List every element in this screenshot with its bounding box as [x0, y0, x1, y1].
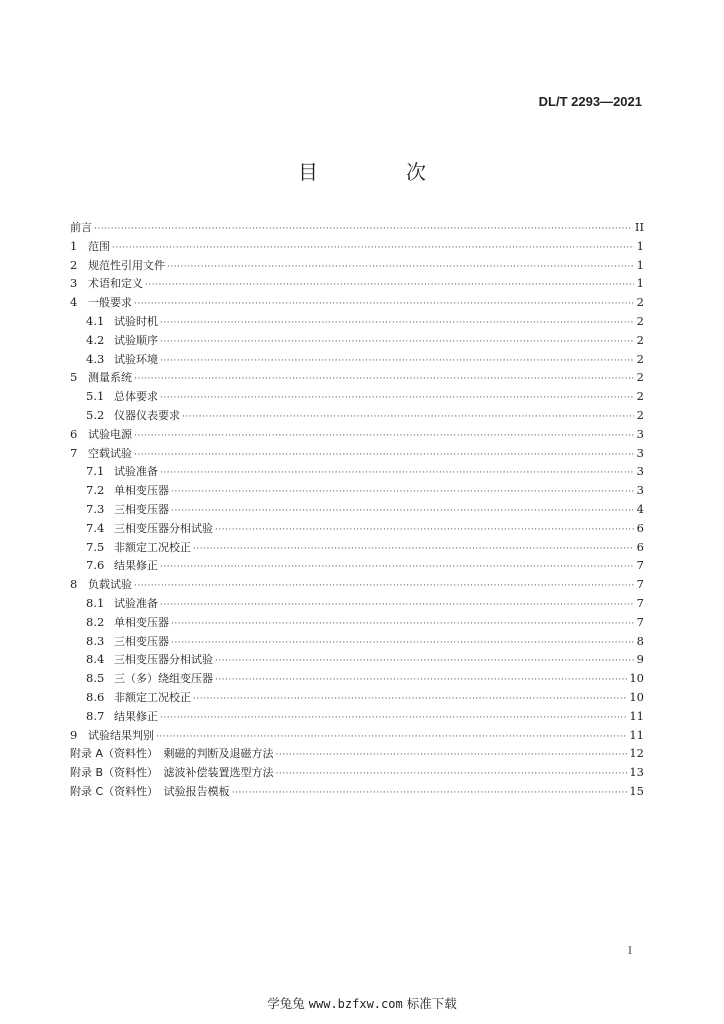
toc-entry-title: 三相变压器 — [114, 502, 169, 516]
toc-dot-leader — [145, 274, 634, 295]
toc-entry-page: 10 — [629, 689, 644, 704]
toc-entry-number: 5.1 — [86, 389, 105, 404]
toc-entry-page: 2 — [636, 332, 644, 347]
toc-entry[interactable] — [70, 331, 644, 350]
toc-entry-page: 3 — [636, 483, 644, 498]
toc-entry-number: 7.5 — [86, 539, 105, 554]
toc-entry-number: 8.6 — [86, 689, 105, 704]
toc-entry-page: 3 — [636, 464, 644, 479]
toc-entry-number: 8 — [70, 577, 78, 592]
toc-dot-leader — [134, 425, 634, 446]
toc-entry-page: 13 — [629, 765, 644, 780]
page-title: 目 次 — [298, 160, 460, 184]
toc-entry[interactable] — [70, 350, 644, 369]
toc-dot-leader — [160, 594, 634, 615]
toc-entry-number: 7.3 — [86, 501, 105, 516]
toc-entry[interactable] — [70, 632, 644, 651]
toc-entry[interactable] — [70, 218, 644, 237]
toc-entry[interactable] — [70, 462, 644, 481]
toc-entry-number: 1 — [70, 238, 78, 253]
toc-dot-leader — [171, 632, 634, 653]
toc-entry-page: 7 — [636, 614, 644, 629]
toc-entry-title: 单相变压器 — [114, 484, 169, 498]
toc-dot-leader — [160, 387, 634, 408]
toc-entry-number: 8.2 — [86, 614, 105, 629]
toc-entry-number: 4.3 — [86, 351, 105, 366]
toc-entry[interactable] — [70, 707, 644, 726]
toc-dot-leader — [160, 331, 634, 352]
toc-dot-leader — [193, 688, 627, 709]
toc-entry-page: 2 — [636, 295, 644, 310]
toc-entry-page: 2 — [636, 370, 644, 385]
toc-entry[interactable] — [70, 368, 644, 387]
toc-entry-number: 4 — [70, 295, 78, 310]
toc-entry-number: 4.2 — [86, 332, 105, 347]
toc-entry-page: II — [634, 220, 644, 234]
toc-entry-number: 5.2 — [86, 407, 105, 422]
toc-entry-title: 试验顺序 — [114, 333, 158, 347]
toc-dot-leader — [215, 669, 627, 690]
toc-entry[interactable] — [70, 538, 644, 557]
toc-entry[interactable] — [70, 575, 644, 594]
toc-entry[interactable] — [70, 425, 644, 444]
toc-entry-number: 9 — [70, 727, 78, 742]
toc-dot-leader — [160, 350, 634, 371]
toc-entry-title: 规范性引用文件 — [88, 258, 165, 272]
toc-entry[interactable] — [70, 444, 644, 463]
toc-entry-title: 非额定工况校正 — [114, 690, 191, 704]
toc-entry[interactable] — [70, 556, 644, 575]
toc-entry-title: 附录 C（资料性） 试验报告模板 — [70, 784, 230, 798]
toc-dot-leader — [112, 237, 634, 258]
toc-dot-leader — [160, 707, 627, 728]
toc-dot-leader — [160, 556, 634, 577]
toc-entry-title: 术语和定义 — [88, 277, 143, 291]
toc-entry[interactable] — [70, 237, 644, 256]
toc-entry-title: 试验准备 — [114, 596, 158, 610]
toc-entry[interactable] — [70, 650, 644, 669]
toc-entry-number: 8.1 — [86, 595, 105, 610]
table-of-contents — [70, 218, 644, 801]
toc-entry[interactable] — [70, 500, 644, 519]
toc-entry-title: 前言 — [70, 221, 92, 234]
toc-entry[interactable] — [70, 406, 644, 425]
toc-entry-title: 试验准备 — [114, 465, 158, 479]
toc-entry-number: 3 — [70, 276, 78, 291]
toc-dot-leader — [160, 312, 634, 333]
toc-entry-page: 9 — [636, 652, 644, 667]
toc-entry-number: 7 — [70, 445, 78, 460]
toc-entry-number: 8.4 — [86, 652, 105, 667]
toc-entry-title: 附录 B（资料性） 滤波补偿装置选型方法 — [70, 766, 274, 780]
toc-entry-title: 结果修正 — [114, 559, 158, 573]
toc-entry-page: 6 — [636, 539, 644, 554]
toc-entry-page: 8 — [636, 633, 644, 648]
toc-entry-page: 10 — [629, 671, 644, 686]
toc-entry[interactable] — [70, 293, 644, 312]
toc-entry-title: 试验电源 — [88, 427, 132, 441]
toc-entry-number: 8.3 — [86, 633, 105, 648]
toc-entry-page: 1 — [636, 257, 644, 272]
toc-entry-title: 仪器仪表要求 — [114, 408, 180, 422]
toc-entry-page: 11 — [629, 708, 644, 723]
toc-dot-leader — [134, 293, 634, 314]
toc-entry-number: 4.1 — [86, 313, 105, 328]
toc-entry-title: 结果修正 — [114, 709, 158, 723]
toc-entry-page: 6 — [636, 520, 644, 535]
toc-entry[interactable] — [70, 256, 644, 275]
toc-entry-number: 2 — [70, 257, 78, 272]
toc-entry[interactable] — [70, 613, 644, 632]
watermark-tag: 标准下载 — [406, 996, 457, 1011]
toc-entry-page: 7 — [636, 595, 644, 610]
watermark-name: 学兔兔 — [267, 996, 305, 1011]
toc-entry-number: 8.5 — [86, 671, 105, 686]
toc-dot-leader — [276, 744, 628, 765]
toc-entry-title: 空载试验 — [88, 446, 132, 460]
toc-entry-page: 2 — [636, 407, 644, 422]
toc-dot-leader — [134, 444, 634, 465]
toc-dot-leader — [94, 218, 633, 239]
toc-entry[interactable] — [70, 763, 644, 782]
toc-dot-leader — [160, 462, 634, 483]
toc-dot-leader — [215, 519, 634, 540]
watermark — [0, 994, 724, 1012]
toc-entry-title: 三（多）绕组变压器 — [114, 672, 213, 686]
toc-entry-page: 7 — [636, 577, 644, 592]
toc-entry-page: 1 — [636, 276, 644, 291]
toc-entry-number: 7.6 — [86, 558, 105, 573]
toc-dot-leader — [156, 726, 627, 747]
toc-entry-page: 12 — [629, 746, 644, 761]
toc-entry-title: 范围 — [88, 239, 110, 253]
toc-entry-page: 11 — [629, 727, 644, 742]
toc-entry[interactable] — [70, 744, 644, 763]
toc-entry-number: 5 — [70, 370, 78, 385]
page-number: I — [628, 946, 632, 957]
toc-dot-leader — [276, 763, 628, 784]
standard-code: DL/T 2293—2021 — [538, 94, 642, 109]
toc-entry-title: 试验时机 — [114, 314, 158, 328]
toc-dot-leader — [167, 256, 634, 277]
toc-entry-page: 1 — [636, 238, 644, 253]
toc-entry-number: 7.1 — [86, 464, 105, 479]
toc-entry[interactable] — [70, 312, 644, 331]
toc-entry-page: 4 — [636, 501, 644, 516]
toc-entry-number: 6 — [70, 426, 78, 441]
toc-entry-title: 测量系统 — [88, 371, 132, 385]
toc-entry-page: 3 — [636, 426, 644, 441]
toc-entry[interactable] — [70, 387, 644, 406]
toc-dot-leader — [171, 613, 634, 634]
toc-entry[interactable] — [70, 669, 644, 688]
toc-entry[interactable] — [70, 688, 644, 707]
toc-entry[interactable] — [70, 481, 644, 500]
toc-entry-number: 7.2 — [86, 483, 105, 498]
toc-dot-leader — [134, 368, 634, 389]
toc-entry-title: 三相变压器 — [114, 634, 169, 648]
toc-entry-title: 总体要求 — [114, 390, 158, 404]
toc-entry-title: 三相变压器分相试验 — [114, 521, 213, 535]
toc-entry-page: 2 — [636, 351, 644, 366]
toc-dot-leader — [193, 538, 634, 559]
toc-dot-leader — [171, 500, 634, 521]
toc-entry-page: 2 — [636, 313, 644, 328]
toc-entry-title: 一般要求 — [88, 296, 132, 310]
toc-dot-leader — [215, 650, 634, 671]
toc-entry-number: 8.7 — [86, 708, 105, 723]
toc-entry-page: 3 — [636, 445, 644, 460]
toc-entry[interactable] — [70, 519, 644, 538]
toc-dot-leader — [182, 406, 634, 427]
toc-entry-title: 非额定工况校正 — [114, 540, 191, 554]
toc-entry-title: 附录 A（资料性） 剩磁的判断及退磁方法 — [70, 747, 274, 761]
toc-dot-leader — [134, 575, 634, 596]
toc-entry[interactable] — [70, 726, 644, 745]
toc-entry-title: 试验环境 — [114, 352, 158, 366]
toc-entry[interactable] — [70, 782, 644, 801]
toc-dot-leader — [171, 481, 634, 502]
toc-entry-page: 15 — [629, 783, 644, 798]
toc-entry-title: 负载试验 — [88, 578, 132, 592]
toc-entry[interactable] — [70, 594, 644, 613]
toc-entry[interactable] — [70, 274, 644, 293]
toc-entry-title: 单相变压器 — [114, 615, 169, 629]
toc-dot-leader — [232, 782, 628, 803]
toc-entry-page: 7 — [636, 558, 644, 573]
toc-entry-page: 2 — [636, 389, 644, 404]
toc-entry-number: 7.4 — [86, 520, 105, 535]
watermark-site[interactable]: www.bzfxw.com — [308, 997, 403, 1011]
toc-entry-title: 三相变压器分相试验 — [114, 653, 213, 667]
toc-entry-title: 试验结果判别 — [88, 728, 154, 742]
